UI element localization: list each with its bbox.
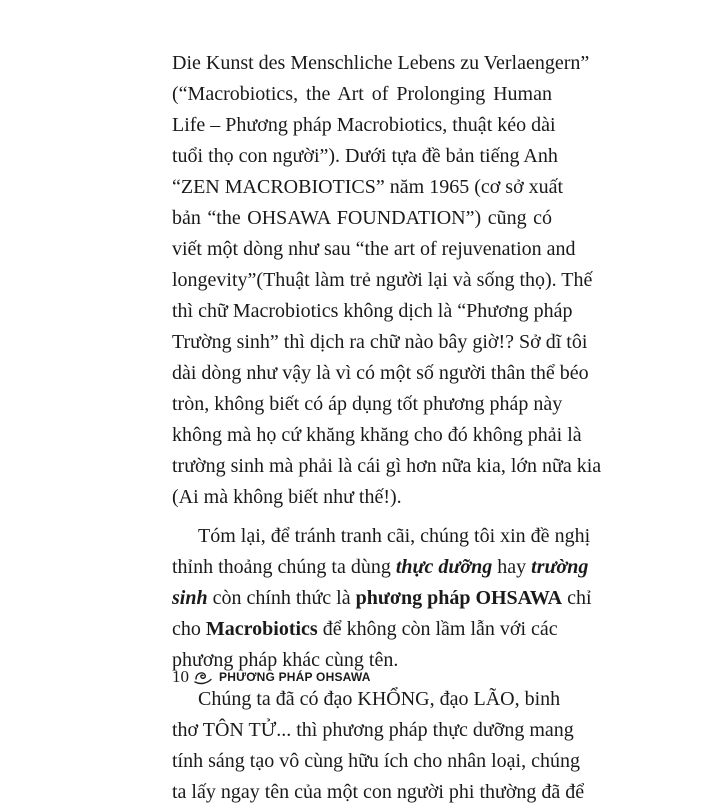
text-line: Tóm lại, để tránh tranh cãi, chúng tôi xin đề nghị bbox=[198, 525, 591, 547]
text-line: tròn, không biết có áp dụng tốt phương pháp này bbox=[172, 393, 563, 415]
text-line: viết một dòng như sau “the art of rejuvenation and bbox=[172, 238, 576, 260]
text-run: cho bbox=[172, 618, 206, 640]
text-line: phương pháp khác cùng tên. bbox=[172, 649, 399, 671]
text-line: thì chữ Macrobiotics không dịch là “Phương pháp bbox=[172, 300, 573, 322]
text-line: thơ TÔN TỬ... thì phương pháp thực dưỡng mang bbox=[172, 719, 574, 741]
bold-term: phương pháp OHSAWA bbox=[355, 587, 563, 609]
text-line bbox=[172, 552, 589, 583]
text-run: còn chính thức là bbox=[207, 587, 356, 609]
text-line: tuổi thọ con người”). Dưới tựa đề bản tiếng Anh bbox=[172, 145, 558, 167]
emphasis-term: sinh bbox=[172, 587, 208, 609]
text-line: Chúng ta đã có đạo KHỔNG, đạo LÃO, binh bbox=[198, 688, 561, 710]
text-line: (“Macrobiotics, the Art of Prolonging Human bbox=[172, 83, 552, 105]
body-text bbox=[172, 48, 602, 808]
text-line bbox=[172, 583, 592, 614]
text-line: ta lấy ngay tên của một con người phi thường đã để bbox=[172, 781, 585, 803]
swirl-ornament-icon bbox=[193, 667, 213, 687]
text-line: dài dòng như vậy là vì có một số người thân thể béo bbox=[172, 362, 589, 384]
emphasis-term: trường bbox=[531, 556, 589, 578]
text-line: Die Kunst des Menschliche Lebens zu Verlaengern” bbox=[172, 52, 590, 74]
text-line: Life – Phương pháp Macrobiotics, thuật kéo dài bbox=[172, 114, 556, 136]
text-run: chỉ bbox=[562, 587, 592, 609]
paragraph-3 bbox=[172, 684, 585, 808]
text-line: longevity”(Thuật làm trẻ người lại và sống thọ). Thế bbox=[172, 269, 593, 291]
text-run: hay bbox=[492, 556, 532, 578]
text-line bbox=[172, 614, 558, 645]
text-line: tính sáng tạo vô cùng hữu ích cho nhân loại, chúng bbox=[172, 750, 580, 772]
paragraph-2 bbox=[172, 521, 592, 676]
paragraph-1 bbox=[172, 48, 602, 513]
text-line: không mà họ cứ khăng khăng cho đó không phải là bbox=[172, 424, 582, 446]
bold-term: Macrobiotics bbox=[205, 618, 318, 640]
page-footer bbox=[172, 664, 371, 690]
text-line: trường sinh mà phải là cái gì hơn nữa kia, lớn nữa kia bbox=[172, 455, 602, 477]
text-line: Trường sinh” thì dịch ra chữ nào bây giờ!? Sở dĩ tôi bbox=[172, 331, 588, 353]
text-run: thỉnh thoảng chúng ta dùng bbox=[172, 556, 396, 578]
text-run: để không còn lầm lẫn với các bbox=[317, 618, 558, 640]
text-line: bản “the OHSAWA FOUNDATION”) cũng có bbox=[172, 207, 552, 229]
emphasis-term: thực dưỡng bbox=[395, 556, 493, 578]
text-line: “ZEN MACROBIOTICS” năm 1965 (cơ sở xuất bbox=[172, 176, 564, 198]
running-title: PHƯƠNG PHÁP OHSAWA bbox=[219, 670, 371, 684]
text-line: (Ai mà không biết như thế!). bbox=[172, 486, 402, 508]
page-number: 10 bbox=[172, 667, 189, 686]
